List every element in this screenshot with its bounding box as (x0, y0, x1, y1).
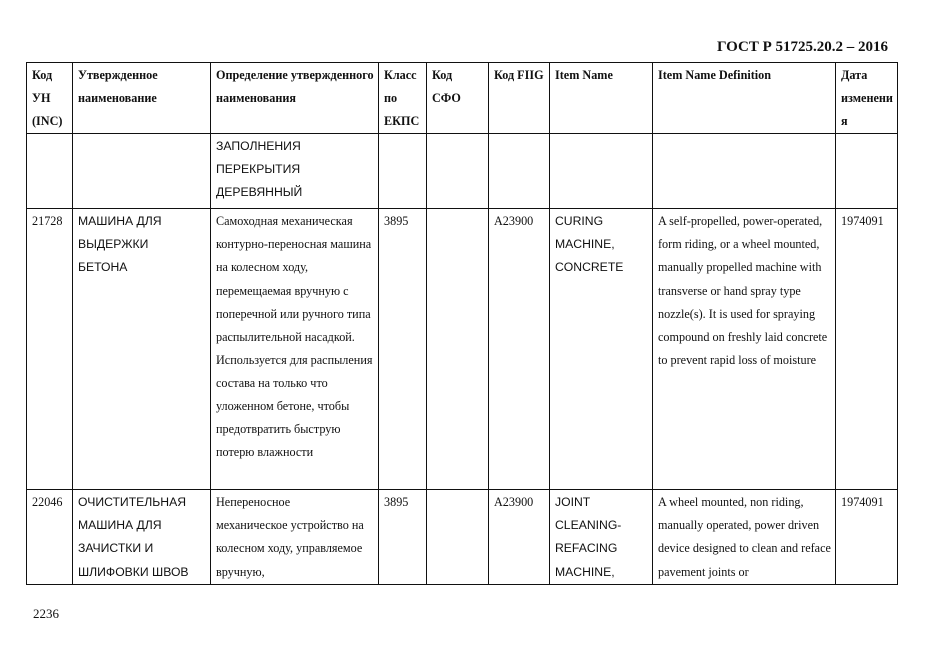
document-code: ГОСТ Р 51725.20.2 – 2016 (716, 39, 888, 55)
cell-inc: 22046 (27, 490, 73, 584)
cell-definition: ЗАПОЛНЕНИЯ ПЕРЕКРЫТИЯ ДЕРЕВЯННЫЙ (211, 134, 379, 209)
cell-definition: Непереносное механическое устройство на колесном ходу, управляемое вручную, (211, 490, 379, 584)
cell-definition: Самоходная механическая контурно-переносная машина на колесном ходу, перемещаемая вручную с поперечной или ручного типа распылительной насадкой. Используется для распыления состава на только что уложенном бетоне, чтобы предотвратить быструю потерю влажности (211, 209, 379, 490)
col-header-item-name: Item Name (550, 63, 653, 134)
table-header-row (27, 63, 898, 134)
col-header-name: Утвержденное наименование (73, 63, 211, 134)
cell-date: 1974091 (836, 209, 898, 490)
cell-item-name: JOINT CLEANING-REFACING MACHINE, (550, 490, 653, 584)
cell-item-definition: A self-propelled, power-operated, form riding, or a wheel mounted, manually propelled machine with transverse or hand spray type nozzle(s). It is used for spraying compound on freshly laid concrete to prevent rapid loss of moisture (653, 209, 836, 490)
cell-sfo (427, 490, 489, 584)
cell-name: МАШИНА ДЛЯ ВЫДЕРЖКИ БЕТОНА (73, 209, 211, 490)
cell-fiig: A23900 (489, 490, 550, 584)
cell-item-definition (653, 134, 836, 209)
cell-item-name: CURING MACHINE, CONCRETE (550, 209, 653, 490)
page-number: 2236 (33, 606, 59, 621)
cell-class (379, 134, 427, 209)
col-header-inc: Код УН (INC) (27, 63, 73, 134)
table-row (27, 134, 898, 209)
col-header-definition: Определение утвержденного наименования (211, 63, 379, 134)
col-header-date: Дата изменения (836, 63, 898, 134)
cell-inc (27, 134, 73, 209)
col-header-fiig: Код FIIG (489, 63, 550, 134)
col-header-item-definition: Item Name Definition (653, 63, 836, 134)
cell-class: 3895 (379, 490, 427, 584)
cell-date: 1974091 (836, 490, 898, 584)
cell-date (836, 134, 898, 209)
table-row (27, 490, 898, 584)
cell-inc: 21728 (27, 209, 73, 490)
cell-sfo (427, 209, 489, 490)
table-row (27, 209, 898, 490)
col-header-class: Класс по ЕКПС (379, 63, 427, 134)
cell-item-name (550, 134, 653, 209)
cell-name: ОЧИСТИТЕЛЬНАЯ МАШИНА ДЛЯ ЗАЧИСТКИ И ШЛИФОВКИ ШВОВ (73, 490, 211, 584)
cell-class: 3895 (379, 209, 427, 490)
cell-sfo (427, 134, 489, 209)
cell-item-definition: A wheel mounted, non riding, manually operated, power driven device designed to clean and reface pavement joints or (653, 490, 836, 584)
inc-table (26, 62, 898, 585)
cell-fiig: A23900 (489, 209, 550, 490)
cell-fiig (489, 134, 550, 209)
cell-name (73, 134, 211, 209)
col-header-sfo: Код СФО (427, 63, 489, 134)
